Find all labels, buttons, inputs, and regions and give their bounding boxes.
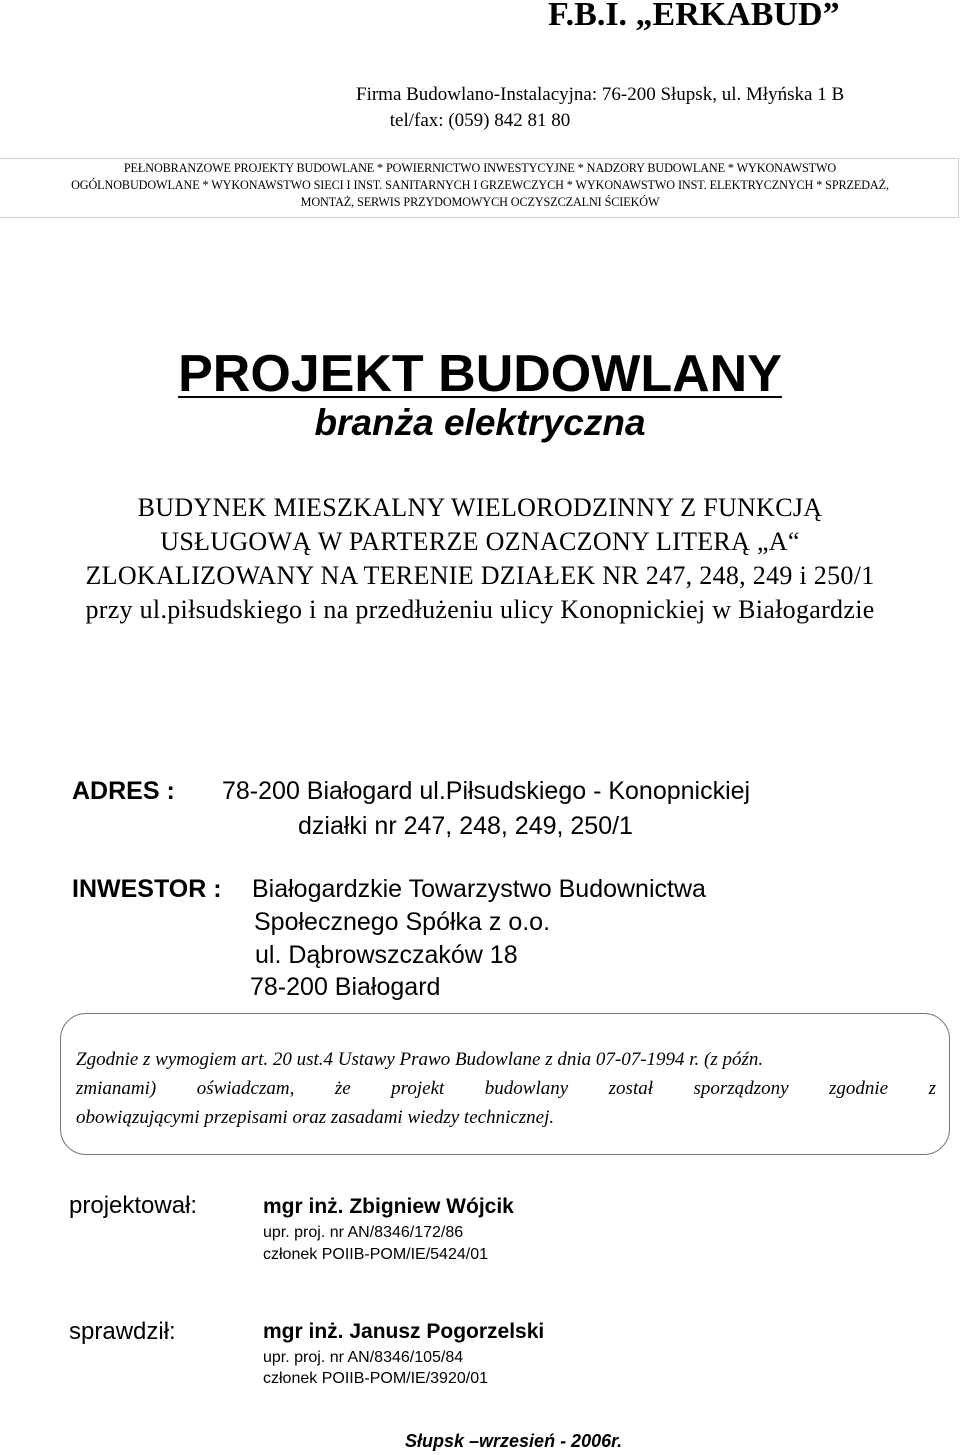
building-description-line: BUDYNEK MIESZKALNY WIELORODZINNY Z FUNKCJĄ bbox=[137, 493, 823, 522]
designer-membership: członek POIIB-POM/IE/5424/01 bbox=[263, 1246, 488, 1263]
investor-city: 78-200 Białogard bbox=[250, 973, 441, 1001]
investor-label: INWESTOR : bbox=[72, 875, 222, 903]
declaration-line: obowiązującymi przepisami oraz zasadami wiedzy technicznej. bbox=[76, 1107, 555, 1128]
checker-name: mgr inż. Janusz Pogorzelski bbox=[263, 1320, 545, 1343]
building-description-line: ZLOKALIZOWANY NA TERENIE DZIAŁEK NR 247, 248, 249 i 250/1 bbox=[85, 561, 875, 590]
declaration-line: Zgodnie z wymogiem art. 20 ust.4 Ustawy Prawo Budowlane z dnia 07-07-1994 r. (z późn. bbox=[76, 1049, 764, 1070]
place-and-date: Słupsk –wrzesień - 2006r. bbox=[405, 1431, 623, 1451]
investor-name-cont: Społecznego Spółka z o.o. bbox=[254, 908, 551, 936]
services-line: MONTAŻ, SERWIS PRZYDOMOWYCH OCZYSZCZALNI ŚCIEKÓW bbox=[300, 195, 660, 209]
services-line: OGÓLNOBUDOWLANE * WYKONAWSTWO SIECI I INST. SANITARNYCH I GRZEWCZYCH * WYKONAWSTWO INST. ELEKTRYCZNYCH * SPRZEDAŻ, bbox=[71, 178, 889, 192]
declaration-line: zmianami) oświadczam, że projekt budowlany został sporządzony zgodnie z bbox=[76, 1078, 936, 1099]
designer-role: projektował: bbox=[69, 1192, 198, 1219]
address-plots: działki nr 247, 248, 249, 250/1 bbox=[298, 812, 633, 840]
checker-role: sprawdził: bbox=[69, 1318, 176, 1345]
checker-license: upr. proj. nr AN/8346/105/84 bbox=[263, 1349, 464, 1366]
address-label: ADRES : bbox=[72, 777, 175, 805]
investor-name: Białogardzkie Towarzystwo Budownictwa bbox=[252, 875, 706, 903]
designer-license: upr. proj. nr AN/8346/172/86 bbox=[263, 1224, 464, 1241]
firm-phone: tel/fax: (059) 842 81 80 bbox=[389, 110, 571, 131]
services-line: PEŁNOBRANZOWE PROJEKTY BUDOWLANE * POWIERNICTWO INWESTYCYJNE * NADZORY BUDOWLANE * WYKONAWSTWO bbox=[123, 161, 837, 175]
building-description-line: przy ul.piłsudskiego i na przedłużeniu ulicy Konopnickiej w Białogardzie bbox=[85, 595, 875, 624]
company-name: F.B.I. „ERKABUD” bbox=[548, 0, 840, 33]
firm-address: Firma Budowlano-Instalacyjna: 76-200 Słupsk, ul. Młyńska 1 B bbox=[356, 84, 845, 105]
address-line: 78-200 Białogard ul.Piłsudskiego - Konopnickiej bbox=[222, 777, 751, 805]
designer-name: mgr inż. Zbigniew Wójcik bbox=[263, 1195, 514, 1218]
investor-street: ul. Dąbrowszczaków 18 bbox=[255, 941, 518, 969]
document-title: PROJEKT BUDOWLANY bbox=[178, 345, 782, 403]
checker-membership: członek POIIB-POM/IE/3920/01 bbox=[263, 1370, 488, 1387]
document-subtitle: branża elektryczna bbox=[314, 402, 646, 443]
building-description-line: USŁUGOWĄ W PARTERZE OZNACZONY LITERĄ „A“ bbox=[160, 527, 800, 556]
